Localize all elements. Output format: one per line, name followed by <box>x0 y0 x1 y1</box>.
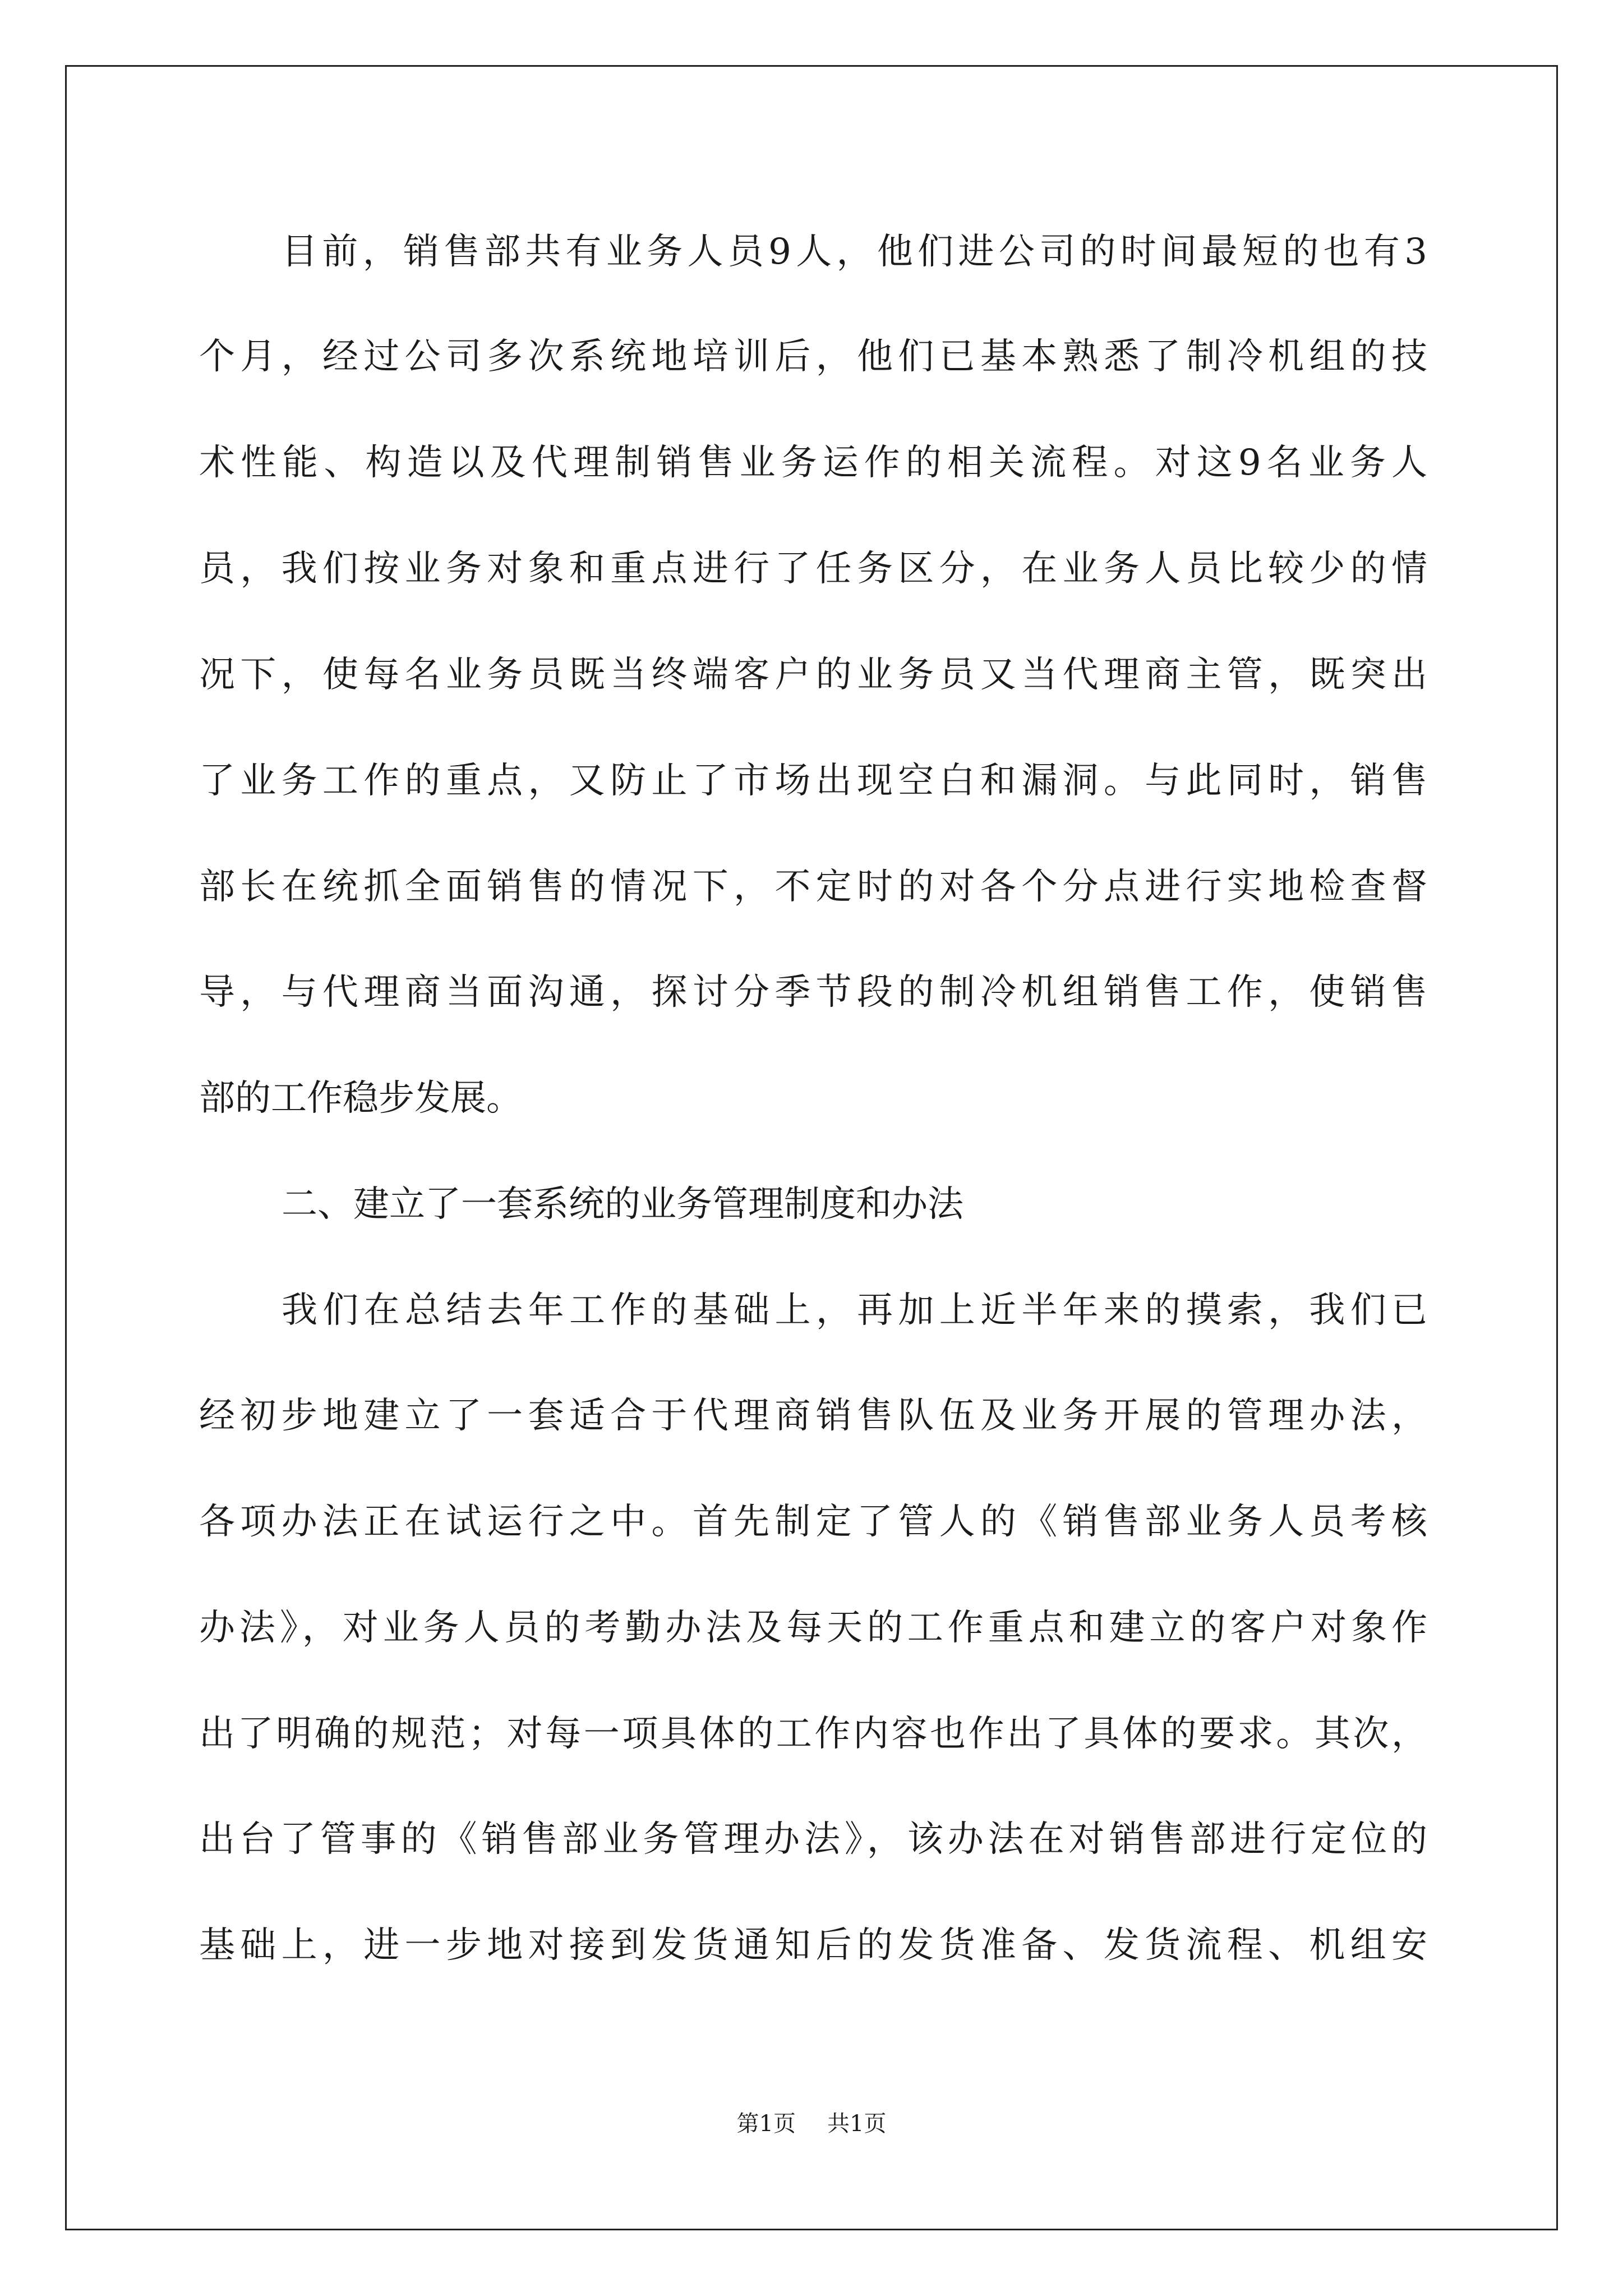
paragraph-2-line-6: 出台了管事的《销售部业务管理办法》，该办法在对销售部进行定位的 <box>199 1819 1427 1860</box>
paragraph-2-line-4: 办法》，对业务人员的考勤办法及每天的工作重点和建立的客户对象作 <box>199 1607 1427 1649</box>
page-total: 共1页 <box>827 2111 887 2137</box>
paragraph-1-line-7: 部长在统抓全面销售的情况下，不定时的对各个分点进行实地检查督 <box>199 866 1427 908</box>
paragraph-2-line-3: 各项办法正在试运行之中。首先制定了管人的《销售部业务人员考核 <box>199 1501 1427 1543</box>
paragraph-2-line-2: 经初步地建立了一套适合于代理商销售队伍及业务开展的管理办法， <box>199 1395 1427 1437</box>
paragraph-1-line-5: 况下，使每名业务员既当终端客户的业务员又当代理商主管，既突出 <box>199 654 1427 696</box>
paragraph-2-line-1: 我们在总结去年工作的基础上，再加上近半年来的摸索，我们已 <box>282 1290 1427 1331</box>
paragraph-2-line-7: 基础上，进一步地对接到发货通知后的发货准备、发货流程、机组安 <box>199 1925 1427 1966</box>
paragraph-1-line-8: 导，与代理商当面沟通，探讨分季节段的制冷机组销售工作，使销售 <box>199 972 1427 1013</box>
paragraph-1-line-2: 个月，经过公司多次系统地培训后，他们已基本熟悉了制冷机组的技 <box>199 336 1427 378</box>
paragraph-1-line-1: 目前，销售部共有业务人员9人，他们进公司的时间最短的也有3 <box>282 231 1427 273</box>
paragraph-1-line-4: 员，我们按业务对象和重点进行了任务区分，在业务人员比较少的情 <box>199 548 1427 590</box>
page-footer <box>0 2107 1623 2141</box>
section-heading: 二、建立了一套系统的业务管理制度和办法 <box>282 1184 963 1225</box>
paragraph-1-line-6: 了业务工作的重点，又防止了市场出现空白和漏洞。与此同时，销售 <box>199 760 1427 802</box>
paragraph-1-line-9: 部的工作稳步发展。 <box>199 1078 522 1119</box>
page-number: 第1页 <box>736 2111 796 2137</box>
paragraph-1-line-3: 术性能、构造以及代理制销售业务运作的相关流程。对这9名业务人 <box>199 442 1427 484</box>
paragraph-2-line-5: 出了明确的规范；对每一项具体的工作内容也作出了具体的要求。其次， <box>199 1713 1427 1755</box>
